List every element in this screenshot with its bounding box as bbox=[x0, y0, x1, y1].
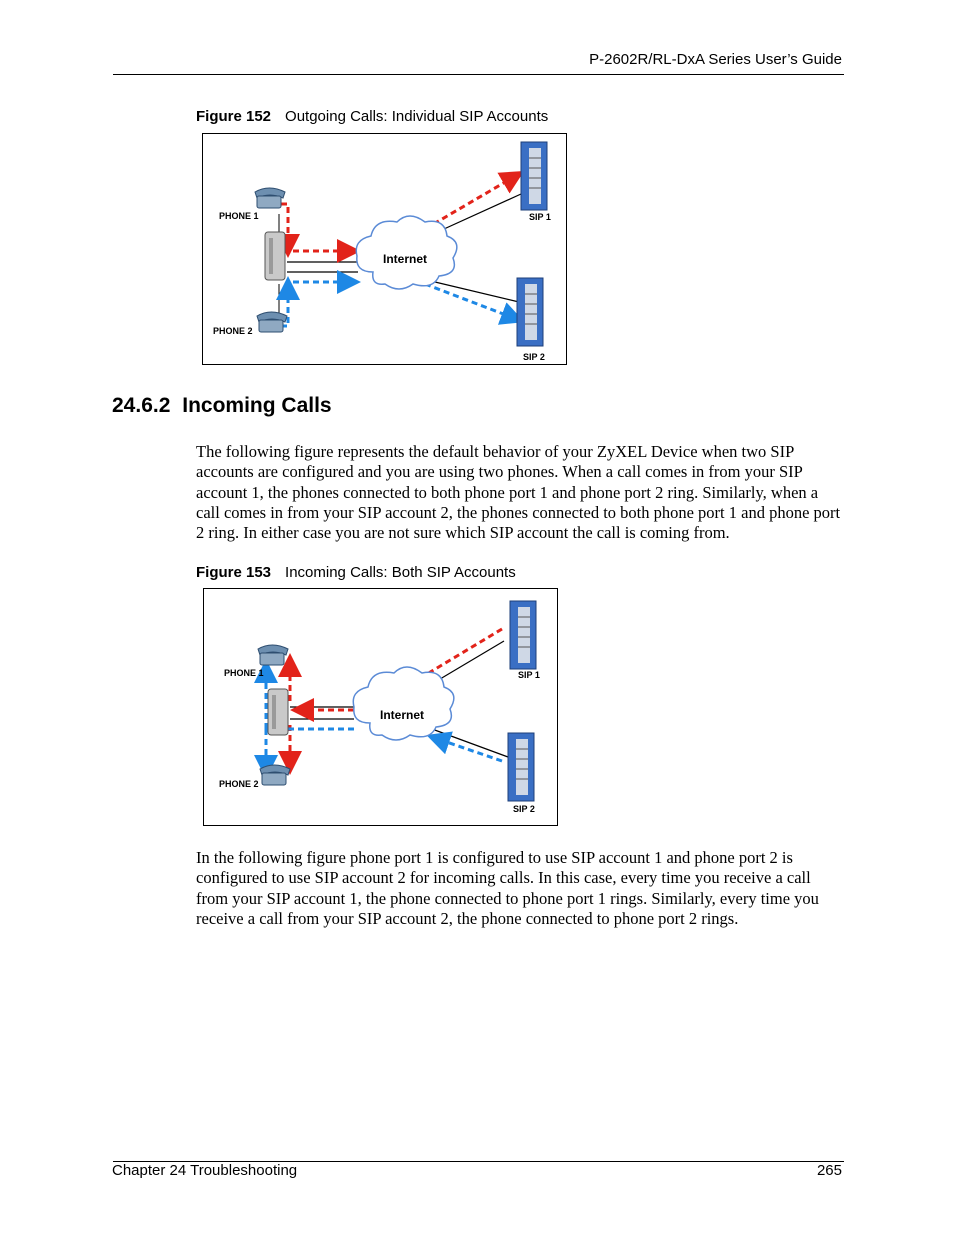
sip-server-2-icon bbox=[508, 733, 534, 801]
line-internet-sip1 bbox=[433, 194, 521, 234]
figure-153-diagram bbox=[203, 588, 558, 826]
sip-server-1-icon bbox=[510, 601, 536, 669]
figure-153-sip1-label: SIP 1 bbox=[518, 670, 540, 680]
phone-2-icon bbox=[257, 312, 287, 332]
figure-152-svg bbox=[203, 134, 566, 364]
blue-arrow-internet-sip2 bbox=[425, 284, 519, 320]
figure-153-number: Figure 153 bbox=[196, 564, 272, 581]
figure-153-sip2-label: SIP 2 bbox=[513, 804, 535, 814]
body-paragraph-1: The following figure represents the default behavior of your ZyXEL Device when two SIP accounts are configured and you are using two phones. When a call comes in from your SIP account 1, the phones connected to both phone port 1 and phone port 2 ring. Similarly, when a call comes in from your SIP account 2, the phones connected to both phone port 1 and phone port 2 ring. In either case you are not sure which SIP account the call is coming from. bbox=[196, 442, 841, 543]
body-paragraph-2: In the following figure phone port 1 is configured to use SIP account 1 and phone port 2 is configured to use SIP account 2 for incoming calls. In this case, every time you receive a call from your SIP account 1, the phone connected to phone port 1 rings. Similarly, every time you receive a call from your SIP account 2, the phone connected to phone port 2 rings. bbox=[196, 848, 819, 928]
figure-152-phone2-label: PHONE 2 bbox=[213, 326, 253, 336]
figure-153-internet-label: Internet bbox=[380, 708, 425, 722]
phone-1-icon bbox=[255, 188, 285, 208]
header-rule bbox=[113, 74, 844, 75]
phone-1-icon bbox=[258, 645, 288, 665]
figure-153-phone2-label: PHONE 2 bbox=[219, 779, 259, 789]
phone-2-icon bbox=[260, 765, 290, 785]
figure-153-title: Incoming Calls: Both SIP Accounts bbox=[285, 564, 516, 581]
sip-server-1-icon bbox=[521, 142, 547, 210]
section-title: Incoming Calls bbox=[182, 394, 332, 417]
figure-152-internet-label: Internet bbox=[383, 252, 428, 266]
sip-server-2-icon bbox=[517, 278, 543, 346]
internet-cloud-icon bbox=[353, 667, 454, 740]
footer-page-number: 265 bbox=[816, 1162, 842, 1179]
zyxel-device-icon bbox=[268, 689, 288, 735]
figure-153-caption bbox=[196, 564, 516, 581]
figure-152-diagram bbox=[202, 133, 567, 365]
section-number: 24.6.2 bbox=[112, 394, 171, 417]
figure-152-sip2-label: SIP 2 bbox=[523, 352, 545, 362]
figure-153-svg bbox=[204, 589, 557, 825]
section-heading bbox=[112, 394, 332, 418]
figure-152-phone1-label: PHONE 1 bbox=[219, 211, 259, 221]
figure-152-number: Figure 152 bbox=[196, 108, 272, 125]
figure-152-sip1-label: SIP 1 bbox=[529, 212, 551, 222]
running-header bbox=[589, 51, 842, 68]
figure-153-phone1-label: PHONE 1 bbox=[224, 668, 264, 678]
guide-title: P-2602R/RL-DxA Series User’s Guide bbox=[589, 51, 842, 68]
blue-arrow-sip2-internet bbox=[432, 737, 502, 761]
zyxel-device-icon bbox=[265, 232, 285, 280]
figure-152-title: Outgoing Calls: Individual SIP Accounts bbox=[285, 108, 549, 125]
footer-chapter: Chapter 24 Troubleshooting bbox=[112, 1162, 298, 1179]
figure-152-caption bbox=[196, 108, 548, 125]
